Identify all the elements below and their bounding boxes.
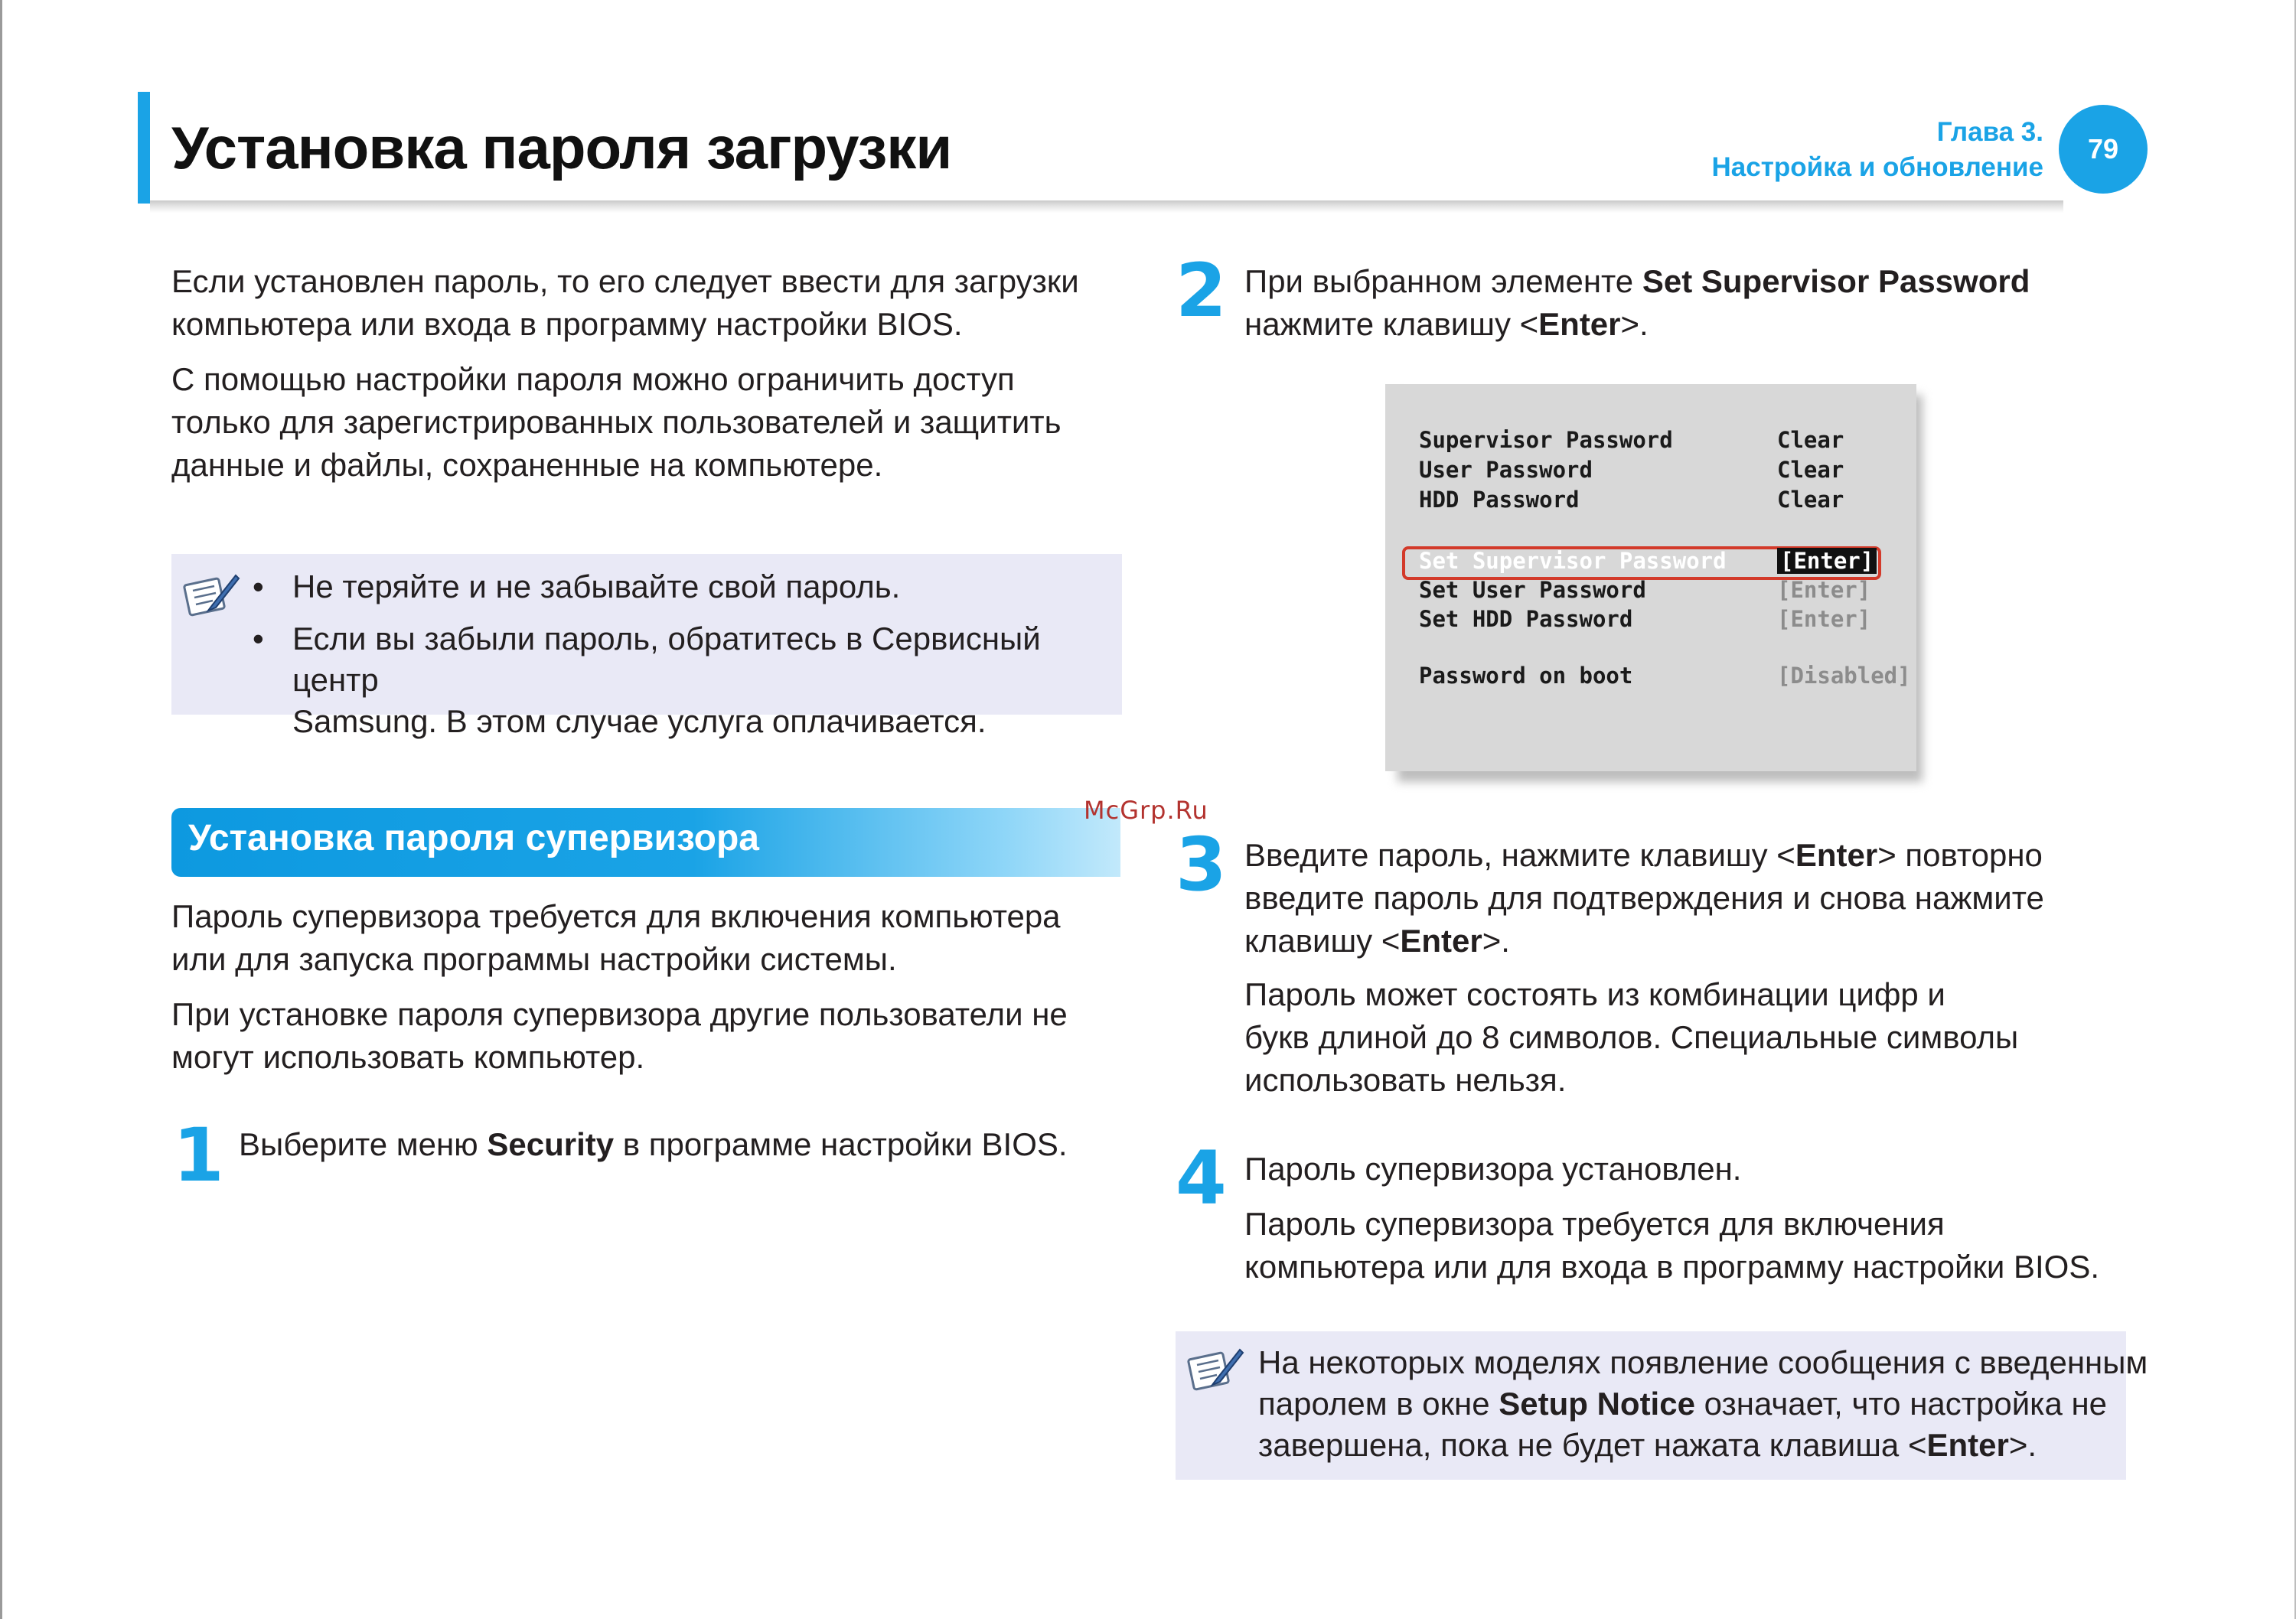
bios-row-user-password bbox=[1419, 457, 1593, 483]
key-name: Enter bbox=[1795, 837, 1878, 873]
step-4-paragraph-2 bbox=[1244, 1203, 2099, 1288]
text-span: означает, что настройка не bbox=[1694, 1386, 2108, 1422]
bios-value: [Disabled] bbox=[1777, 663, 1911, 689]
text-span: клавишу < bbox=[1244, 923, 1401, 959]
intro-paragraph-1 bbox=[171, 260, 1079, 346]
note-bullet-2 bbox=[253, 618, 1122, 742]
bios-value: [Enter] bbox=[1777, 548, 1877, 574]
text-line: Если установлен пароль, то его следует ввести для загрузки bbox=[171, 263, 1079, 299]
bios-screenshot bbox=[1385, 384, 1916, 771]
text-line: Пароль супервизора требуется для включения компьютера bbox=[171, 898, 1061, 934]
key-name: Enter bbox=[1926, 1427, 2009, 1463]
bios-row-set-hdd-password bbox=[1419, 606, 1632, 632]
text-line: данные и файлы, сохраненные на компьютере. bbox=[171, 447, 883, 483]
step-3-paragraph-2 bbox=[1244, 973, 2018, 1102]
bios-label: HDD Password bbox=[1419, 487, 1580, 513]
text-span: >. bbox=[1620, 306, 1649, 342]
text-line: или для запуска программы настройки системы. bbox=[171, 941, 897, 977]
text-line: Пароль может состоять из комбинации цифр и bbox=[1244, 976, 1945, 1012]
step-2-text bbox=[1244, 260, 2030, 346]
note-box-1 bbox=[171, 554, 1122, 739]
bios-value: Clear bbox=[1777, 457, 1844, 483]
text-line: На некоторых моделях появление сообщения с введенным bbox=[1258, 1344, 2148, 1380]
title-accent-bar bbox=[138, 92, 150, 204]
bios-label: Password on boot bbox=[1419, 663, 1633, 689]
text-span: >. bbox=[1482, 923, 1510, 959]
bullet-dot: • bbox=[253, 568, 264, 604]
text-line: С помощью настройки пароля можно ограничить доступ bbox=[171, 361, 1015, 397]
key-name: Enter bbox=[1538, 306, 1621, 342]
security-menu-name: Security bbox=[487, 1126, 615, 1162]
text-line bbox=[1244, 834, 2044, 877]
text-span: паролем в окне bbox=[1258, 1386, 1499, 1422]
intro-paragraph-2 bbox=[171, 358, 1062, 487]
step-4-number: 4 bbox=[1176, 1135, 1227, 1221]
text-line: только для зарегистрированных пользователей и защитить bbox=[171, 404, 1062, 440]
page-title: Установка пароля загрузки bbox=[171, 114, 952, 181]
step-3-text bbox=[1244, 834, 2044, 963]
text-line bbox=[1258, 1425, 2148, 1466]
section-heading-text: Установка пароля супервизора bbox=[188, 818, 759, 858]
bullet-dot: • bbox=[253, 621, 264, 656]
bios-row-hdd-password bbox=[1419, 487, 1580, 513]
text-line: Если вы забыли пароль, обратитесь в Сервисный центр bbox=[292, 621, 1041, 698]
bios-label: Supervisor Password bbox=[1419, 427, 1673, 453]
step-4-text bbox=[1244, 1148, 1741, 1191]
bios-label: Set HDD Password bbox=[1419, 606, 1633, 632]
note-2-text bbox=[1258, 1342, 2148, 1466]
bios-label: Set User Password bbox=[1419, 577, 1646, 603]
text-span: Введите пароль, нажмите клавишу < bbox=[1244, 837, 1795, 873]
key-name: Enter bbox=[1400, 923, 1482, 959]
text-line: использовать нельзя. bbox=[1244, 1062, 1567, 1098]
text-line: При установке пароля супервизора другие пользователи не bbox=[171, 996, 1068, 1032]
text-line bbox=[1244, 260, 2030, 303]
bios-label: Set Supervisor Password bbox=[1419, 548, 1727, 574]
text-line: Пароль супервизора требуется для включения bbox=[1244, 1206, 1945, 1242]
bios-row-supervisor-password bbox=[1419, 427, 1673, 453]
text-span: в программе настройки BIOS. bbox=[614, 1126, 1068, 1162]
note-bullet-list bbox=[253, 566, 1122, 753]
bios-value: Clear bbox=[1777, 427, 1844, 453]
bios-row-password-on-boot bbox=[1419, 663, 1632, 689]
page-number: 79 bbox=[2087, 133, 2119, 165]
section-paragraph-1 bbox=[171, 895, 1061, 981]
note-bullet-1 bbox=[253, 566, 1122, 608]
bios-label: User Password bbox=[1419, 457, 1593, 483]
chapter-name: Настройка и обновление bbox=[1711, 152, 2043, 182]
text-line: введите пароль для подтверждения и снова нажмите bbox=[1244, 880, 2044, 916]
text-line: могут использовать компьютер. bbox=[171, 1039, 645, 1075]
text-span: >. bbox=[2008, 1427, 2037, 1463]
watermark: McGrp.Ru bbox=[1084, 796, 1208, 825]
bios-value-selected bbox=[1777, 548, 1877, 574]
chapter-label bbox=[1711, 115, 2043, 185]
step-2-number: 2 bbox=[1176, 248, 1227, 334]
text-span: > повторно bbox=[1877, 837, 2043, 873]
note-box-2 bbox=[1176, 1331, 2148, 1480]
text-line: компьютера или входа в программу настройки BIOS. bbox=[171, 306, 963, 342]
bios-row-set-supervisor-password bbox=[1419, 548, 1727, 574]
text-span: нажмите клавишу < bbox=[1244, 306, 1539, 342]
text-span: Выберите меню bbox=[239, 1126, 488, 1162]
text-line: компьютера или для входа в программу настройки BIOS. bbox=[1244, 1249, 2099, 1285]
note-pencil-icon bbox=[1186, 1345, 1246, 1400]
bios-value: [Enter] bbox=[1777, 577, 1871, 603]
text-line bbox=[1244, 920, 2044, 963]
text-span: При выбранном элементе bbox=[1244, 263, 1642, 299]
chapter-number: Глава 3. bbox=[1936, 117, 2043, 147]
section-paragraph-2 bbox=[171, 993, 1068, 1079]
text-line: букв длиной до 8 символов. Специальные символы bbox=[1244, 1019, 2019, 1055]
header-rule bbox=[150, 200, 2063, 213]
window-name: Setup Notice bbox=[1499, 1386, 1695, 1422]
text-line bbox=[1258, 1383, 2148, 1425]
bios-value: Clear bbox=[1777, 487, 1844, 513]
step-3-number: 3 bbox=[1176, 822, 1227, 907]
page-edge-left bbox=[0, 0, 2, 1619]
bios-row-set-user-password bbox=[1419, 577, 1646, 603]
page-number-badge bbox=[2059, 105, 2148, 194]
text-line: Пароль супервизора установлен. bbox=[1244, 1151, 1742, 1187]
bios-value: [Enter] bbox=[1777, 606, 1871, 632]
text-line: Samsung. В этом случае услуга оплачивается. bbox=[292, 703, 987, 739]
text-line: Не теряйте и не забывайте свой пароль. bbox=[292, 568, 901, 604]
note-pencil-icon bbox=[182, 571, 242, 626]
step-1-number: 1 bbox=[173, 1112, 224, 1198]
section-heading bbox=[171, 808, 1120, 877]
text-span: завершена, пока не будет нажата клавиша < bbox=[1258, 1427, 1927, 1463]
step-1-text bbox=[239, 1123, 1068, 1166]
text-line bbox=[1244, 303, 2030, 346]
menu-item-name: Set Supervisor Password bbox=[1642, 263, 2030, 299]
